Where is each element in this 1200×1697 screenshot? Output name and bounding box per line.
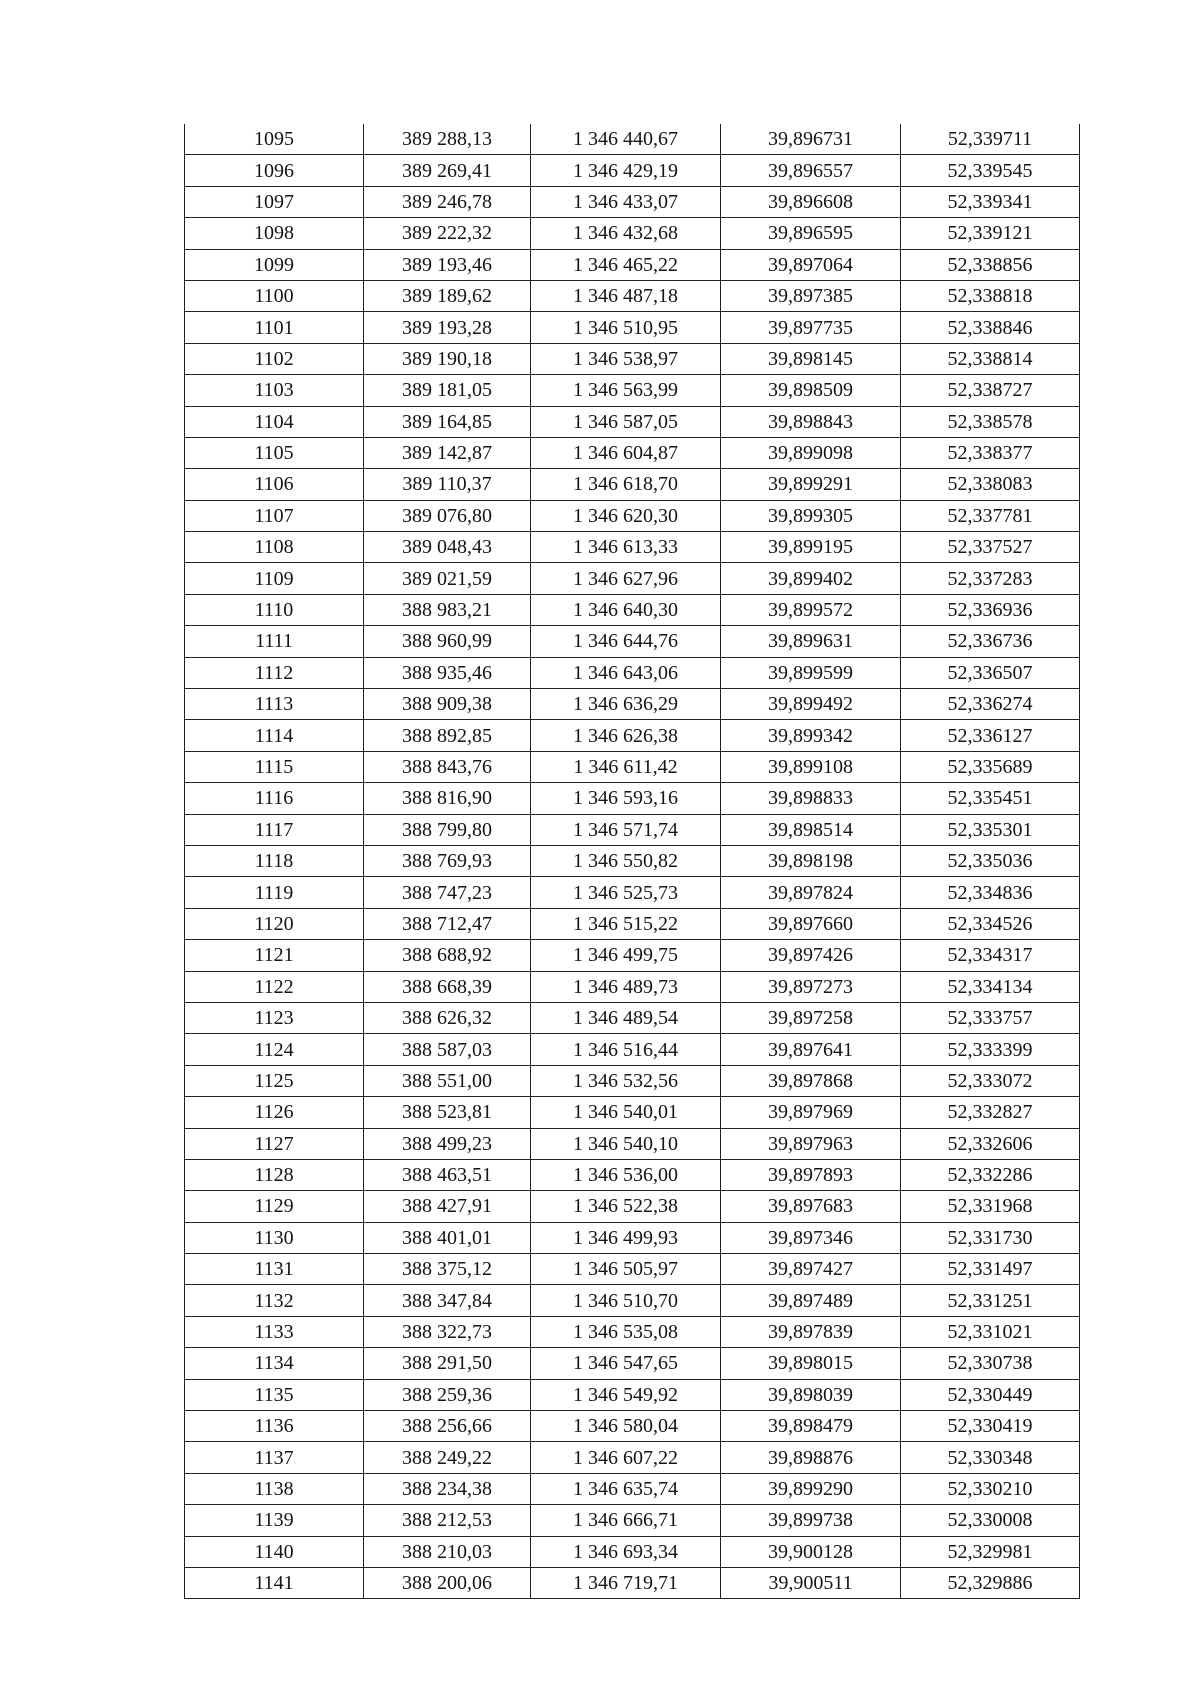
longitude-cell: 39,897868 [721,1065,901,1096]
latitude-cell: 52,330419 [901,1411,1080,1442]
x-coordinate-cell: 388 816,90 [364,783,531,814]
latitude-cell: 52,339341 [901,186,1080,217]
x-coordinate-cell: 388 668,39 [364,971,531,1002]
longitude-cell: 39,898514 [721,814,901,845]
y-coordinate-cell: 1 346 693,34 [531,1536,721,1567]
y-coordinate-cell: 1 346 536,00 [531,1159,721,1190]
table-row [185,249,1080,280]
y-coordinate-cell: 1 346 666,71 [531,1505,721,1536]
point-number-cell: 1105 [185,437,364,468]
point-number-cell: 1138 [185,1473,364,1504]
longitude-cell: 39,897839 [721,1316,901,1347]
y-coordinate-cell: 1 346 547,65 [531,1348,721,1379]
longitude-cell: 39,896731 [721,124,901,155]
latitude-cell: 52,332827 [901,1097,1080,1128]
x-coordinate-cell: 389 048,43 [364,532,531,563]
longitude-cell: 39,899305 [721,500,901,531]
y-coordinate-cell: 1 346 613,33 [531,532,721,563]
y-coordinate-cell: 1 346 643,06 [531,657,721,688]
latitude-cell: 52,338377 [901,437,1080,468]
latitude-cell: 52,333399 [901,1034,1080,1065]
y-coordinate-cell: 1 346 429,19 [531,155,721,186]
table-row [185,1505,1080,1536]
x-coordinate-cell: 388 747,23 [364,877,531,908]
point-number-cell: 1108 [185,532,364,563]
latitude-cell: 52,335301 [901,814,1080,845]
longitude-cell: 39,899098 [721,437,901,468]
x-coordinate-cell: 389 142,87 [364,437,531,468]
table-row [185,689,1080,720]
y-coordinate-cell: 1 346 640,30 [531,594,721,625]
longitude-cell: 39,898843 [721,406,901,437]
point-number-cell: 1141 [185,1567,364,1598]
longitude-cell: 39,896608 [721,186,901,217]
point-number-cell: 1098 [185,218,364,249]
table-row [185,1191,1080,1222]
x-coordinate-cell: 388 688,92 [364,940,531,971]
longitude-cell: 39,897893 [721,1159,901,1190]
longitude-cell: 39,898039 [721,1379,901,1410]
longitude-cell: 39,897641 [721,1034,901,1065]
latitude-cell: 52,338083 [901,469,1080,500]
x-coordinate-cell: 388 909,38 [364,689,531,720]
table-row [185,1065,1080,1096]
point-number-cell: 1106 [185,469,364,500]
longitude-cell: 39,897735 [721,312,901,343]
table-row [185,1222,1080,1253]
coordinates-table [184,124,1080,1599]
point-number-cell: 1117 [185,814,364,845]
point-number-cell: 1127 [185,1128,364,1159]
x-coordinate-cell: 388 291,50 [364,1348,531,1379]
table-row [185,1034,1080,1065]
longitude-cell: 39,897824 [721,877,901,908]
point-number-cell: 1131 [185,1254,364,1285]
x-coordinate-cell: 388 234,38 [364,1473,531,1504]
table-row [185,406,1080,437]
y-coordinate-cell: 1 346 611,42 [531,751,721,782]
y-coordinate-cell: 1 346 487,18 [531,280,721,311]
latitude-cell: 52,338578 [901,406,1080,437]
point-number-cell: 1132 [185,1285,364,1316]
x-coordinate-cell: 389 181,05 [364,375,531,406]
table-row [185,751,1080,782]
table-row [185,343,1080,374]
y-coordinate-cell: 1 346 489,54 [531,1002,721,1033]
table-row [185,124,1080,155]
x-coordinate-cell: 389 164,85 [364,406,531,437]
point-number-cell: 1112 [185,657,364,688]
y-coordinate-cell: 1 346 510,70 [531,1285,721,1316]
y-coordinate-cell: 1 346 516,44 [531,1034,721,1065]
longitude-cell: 39,899572 [721,594,901,625]
x-coordinate-cell: 388 983,21 [364,594,531,625]
table-row [185,657,1080,688]
x-coordinate-cell: 389 190,18 [364,343,531,374]
y-coordinate-cell: 1 346 593,16 [531,783,721,814]
latitude-cell: 52,330738 [901,1348,1080,1379]
x-coordinate-cell: 388 523,81 [364,1097,531,1128]
y-coordinate-cell: 1 346 604,87 [531,437,721,468]
longitude-cell: 39,899492 [721,689,901,720]
longitude-cell: 39,898145 [721,343,901,374]
latitude-cell: 52,338814 [901,343,1080,374]
latitude-cell: 52,332286 [901,1159,1080,1190]
y-coordinate-cell: 1 346 549,92 [531,1379,721,1410]
latitude-cell: 52,334526 [901,908,1080,939]
table-row [185,532,1080,563]
point-number-cell: 1110 [185,594,364,625]
point-number-cell: 1140 [185,1536,364,1567]
point-number-cell: 1119 [185,877,364,908]
longitude-cell: 39,899599 [721,657,901,688]
x-coordinate-cell: 388 259,36 [364,1379,531,1410]
x-coordinate-cell: 388 843,76 [364,751,531,782]
y-coordinate-cell: 1 346 510,95 [531,312,721,343]
latitude-cell: 52,336736 [901,626,1080,657]
x-coordinate-cell: 388 626,32 [364,1002,531,1033]
x-coordinate-cell: 388 551,00 [364,1065,531,1096]
longitude-cell: 39,899631 [721,626,901,657]
x-coordinate-cell: 388 249,22 [364,1442,531,1473]
y-coordinate-cell: 1 346 499,75 [531,940,721,971]
longitude-cell: 39,898833 [721,783,901,814]
table-row [185,563,1080,594]
table-row [185,155,1080,186]
longitude-cell: 39,898015 [721,1348,901,1379]
x-coordinate-cell: 388 799,80 [364,814,531,845]
x-coordinate-cell: 389 193,46 [364,249,531,280]
longitude-cell: 39,898479 [721,1411,901,1442]
point-number-cell: 1124 [185,1034,364,1065]
x-coordinate-cell: 389 222,32 [364,218,531,249]
x-coordinate-cell: 388 892,85 [364,720,531,751]
y-coordinate-cell: 1 346 644,76 [531,626,721,657]
table-row [185,1316,1080,1347]
y-coordinate-cell: 1 346 563,99 [531,375,721,406]
latitude-cell: 52,333072 [901,1065,1080,1096]
y-coordinate-cell: 1 346 607,22 [531,1442,721,1473]
y-coordinate-cell: 1 346 532,56 [531,1065,721,1096]
point-number-cell: 1137 [185,1442,364,1473]
y-coordinate-cell: 1 346 433,07 [531,186,721,217]
longitude-cell: 39,899342 [721,720,901,751]
latitude-cell: 52,339711 [901,124,1080,155]
y-coordinate-cell: 1 346 515,22 [531,908,721,939]
latitude-cell: 52,329886 [901,1567,1080,1598]
latitude-cell: 52,333757 [901,1002,1080,1033]
y-coordinate-cell: 1 346 538,97 [531,343,721,374]
point-number-cell: 1123 [185,1002,364,1033]
x-coordinate-cell: 388 427,91 [364,1191,531,1222]
y-coordinate-cell: 1 346 719,71 [531,1567,721,1598]
latitude-cell: 52,330210 [901,1473,1080,1504]
latitude-cell: 52,337527 [901,532,1080,563]
longitude-cell: 39,900511 [721,1567,901,1598]
y-coordinate-cell: 1 346 550,82 [531,845,721,876]
point-number-cell: 1122 [185,971,364,1002]
latitude-cell: 52,335036 [901,845,1080,876]
x-coordinate-cell: 388 200,06 [364,1567,531,1598]
y-coordinate-cell: 1 346 505,97 [531,1254,721,1285]
x-coordinate-cell: 389 193,28 [364,312,531,343]
y-coordinate-cell: 1 346 540,01 [531,1097,721,1128]
table-row [185,312,1080,343]
table-row [185,1442,1080,1473]
table-row [185,1002,1080,1033]
longitude-cell: 39,899291 [721,469,901,500]
table-row [185,218,1080,249]
y-coordinate-cell: 1 346 535,08 [531,1316,721,1347]
y-coordinate-cell: 1 346 540,10 [531,1128,721,1159]
x-coordinate-cell: 389 246,78 [364,186,531,217]
latitude-cell: 52,337283 [901,563,1080,594]
latitude-cell: 52,339545 [901,155,1080,186]
latitude-cell: 52,338818 [901,280,1080,311]
point-number-cell: 1107 [185,500,364,531]
point-number-cell: 1115 [185,751,364,782]
table-row [185,1285,1080,1316]
longitude-cell: 39,897963 [721,1128,901,1159]
table-row [185,186,1080,217]
longitude-cell: 39,896557 [721,155,901,186]
y-coordinate-cell: 1 346 499,93 [531,1222,721,1253]
y-coordinate-cell: 1 346 620,30 [531,500,721,531]
x-coordinate-cell: 388 401,01 [364,1222,531,1253]
longitude-cell: 39,897273 [721,971,901,1002]
x-coordinate-cell: 388 463,51 [364,1159,531,1190]
table-row [185,1567,1080,1598]
latitude-cell: 52,330449 [901,1379,1080,1410]
latitude-cell: 52,336936 [901,594,1080,625]
x-coordinate-cell: 389 076,80 [364,500,531,531]
table-row [185,971,1080,1002]
longitude-cell: 39,898509 [721,375,901,406]
point-number-cell: 1095 [185,124,364,155]
latitude-cell: 52,336507 [901,657,1080,688]
longitude-cell: 39,897683 [721,1191,901,1222]
point-number-cell: 1109 [185,563,364,594]
point-number-cell: 1126 [185,1097,364,1128]
table-row [185,626,1080,657]
longitude-cell: 39,897064 [721,249,901,280]
point-number-cell: 1125 [185,1065,364,1096]
table-row [185,594,1080,625]
x-coordinate-cell: 388 347,84 [364,1285,531,1316]
y-coordinate-cell: 1 346 587,05 [531,406,721,437]
latitude-cell: 52,337781 [901,500,1080,531]
table-row [185,375,1080,406]
longitude-cell: 39,897426 [721,940,901,971]
y-coordinate-cell: 1 346 636,29 [531,689,721,720]
x-coordinate-cell: 388 769,93 [364,845,531,876]
latitude-cell: 52,334317 [901,940,1080,971]
point-number-cell: 1128 [185,1159,364,1190]
table-row [185,877,1080,908]
y-coordinate-cell: 1 346 489,73 [531,971,721,1002]
latitude-cell: 52,331730 [901,1222,1080,1253]
latitude-cell: 52,334134 [901,971,1080,1002]
y-coordinate-cell: 1 346 571,74 [531,814,721,845]
table-row [185,814,1080,845]
table-row [185,1411,1080,1442]
point-number-cell: 1116 [185,783,364,814]
point-number-cell: 1118 [185,845,364,876]
x-coordinate-cell: 389 189,62 [364,280,531,311]
y-coordinate-cell: 1 346 440,67 [531,124,721,155]
table-row [185,1473,1080,1504]
point-number-cell: 1097 [185,186,364,217]
latitude-cell: 52,338727 [901,375,1080,406]
y-coordinate-cell: 1 346 525,73 [531,877,721,908]
longitude-cell: 39,898876 [721,1442,901,1473]
table-row [185,1348,1080,1379]
table-row [185,280,1080,311]
y-coordinate-cell: 1 346 618,70 [531,469,721,500]
latitude-cell: 52,332606 [901,1128,1080,1159]
point-number-cell: 1129 [185,1191,364,1222]
longitude-cell: 39,899290 [721,1473,901,1504]
latitude-cell: 52,331021 [901,1316,1080,1347]
latitude-cell: 52,336127 [901,720,1080,751]
x-coordinate-cell: 388 587,03 [364,1034,531,1065]
point-number-cell: 1133 [185,1316,364,1347]
table-row [185,1536,1080,1567]
longitude-cell: 39,896595 [721,218,901,249]
table-row [185,1254,1080,1285]
point-number-cell: 1130 [185,1222,364,1253]
longitude-cell: 39,897489 [721,1285,901,1316]
longitude-cell: 39,897969 [721,1097,901,1128]
longitude-cell: 39,897258 [721,1002,901,1033]
y-coordinate-cell: 1 346 627,96 [531,563,721,594]
table-row [185,940,1080,971]
y-coordinate-cell: 1 346 432,68 [531,218,721,249]
point-number-cell: 1101 [185,312,364,343]
y-coordinate-cell: 1 346 635,74 [531,1473,721,1504]
table-row [185,1097,1080,1128]
point-number-cell: 1121 [185,940,364,971]
latitude-cell: 52,331497 [901,1254,1080,1285]
latitude-cell: 52,330348 [901,1442,1080,1473]
x-coordinate-cell: 389 288,13 [364,124,531,155]
point-number-cell: 1114 [185,720,364,751]
point-number-cell: 1102 [185,343,364,374]
table-row [185,1128,1080,1159]
latitude-cell: 52,329981 [901,1536,1080,1567]
x-coordinate-cell: 389 110,37 [364,469,531,500]
latitude-cell: 52,331251 [901,1285,1080,1316]
longitude-cell: 39,897385 [721,280,901,311]
y-coordinate-cell: 1 346 626,38 [531,720,721,751]
latitude-cell: 52,334836 [901,877,1080,908]
latitude-cell: 52,331968 [901,1191,1080,1222]
point-number-cell: 1104 [185,406,364,437]
x-coordinate-cell: 388 212,53 [364,1505,531,1536]
longitude-cell: 39,899195 [721,532,901,563]
table-row [185,720,1080,751]
point-number-cell: 1136 [185,1411,364,1442]
point-number-cell: 1120 [185,908,364,939]
longitude-cell: 39,899108 [721,751,901,782]
latitude-cell: 52,330008 [901,1505,1080,1536]
latitude-cell: 52,335451 [901,783,1080,814]
longitude-cell: 39,897660 [721,908,901,939]
point-number-cell: 1103 [185,375,364,406]
x-coordinate-cell: 388 256,66 [364,1411,531,1442]
table-row [185,783,1080,814]
coordinates-table-body [185,124,1080,1599]
longitude-cell: 39,899402 [721,563,901,594]
latitude-cell: 52,339121 [901,218,1080,249]
table-row [185,469,1080,500]
longitude-cell: 39,900128 [721,1536,901,1567]
x-coordinate-cell: 389 021,59 [364,563,531,594]
table-row [185,500,1080,531]
latitude-cell: 52,338856 [901,249,1080,280]
point-number-cell: 1096 [185,155,364,186]
y-coordinate-cell: 1 346 522,38 [531,1191,721,1222]
latitude-cell: 52,336274 [901,689,1080,720]
x-coordinate-cell: 388 960,99 [364,626,531,657]
longitude-cell: 39,898198 [721,845,901,876]
x-coordinate-cell: 388 375,12 [364,1254,531,1285]
table-row [185,1159,1080,1190]
latitude-cell: 52,335689 [901,751,1080,782]
point-number-cell: 1111 [185,626,364,657]
point-number-cell: 1100 [185,280,364,311]
table-row [185,845,1080,876]
point-number-cell: 1099 [185,249,364,280]
table-row [185,908,1080,939]
x-coordinate-cell: 388 712,47 [364,908,531,939]
longitude-cell: 39,897427 [721,1254,901,1285]
x-coordinate-cell: 388 499,23 [364,1128,531,1159]
x-coordinate-cell: 389 269,41 [364,155,531,186]
table-row [185,1379,1080,1410]
longitude-cell: 39,899738 [721,1505,901,1536]
point-number-cell: 1113 [185,689,364,720]
y-coordinate-cell: 1 346 465,22 [531,249,721,280]
latitude-cell: 52,338846 [901,312,1080,343]
point-number-cell: 1139 [185,1505,364,1536]
point-number-cell: 1135 [185,1379,364,1410]
y-coordinate-cell: 1 346 580,04 [531,1411,721,1442]
x-coordinate-cell: 388 935,46 [364,657,531,688]
table-row [185,437,1080,468]
point-number-cell: 1134 [185,1348,364,1379]
x-coordinate-cell: 388 322,73 [364,1316,531,1347]
x-coordinate-cell: 388 210,03 [364,1536,531,1567]
longitude-cell: 39,897346 [721,1222,901,1253]
